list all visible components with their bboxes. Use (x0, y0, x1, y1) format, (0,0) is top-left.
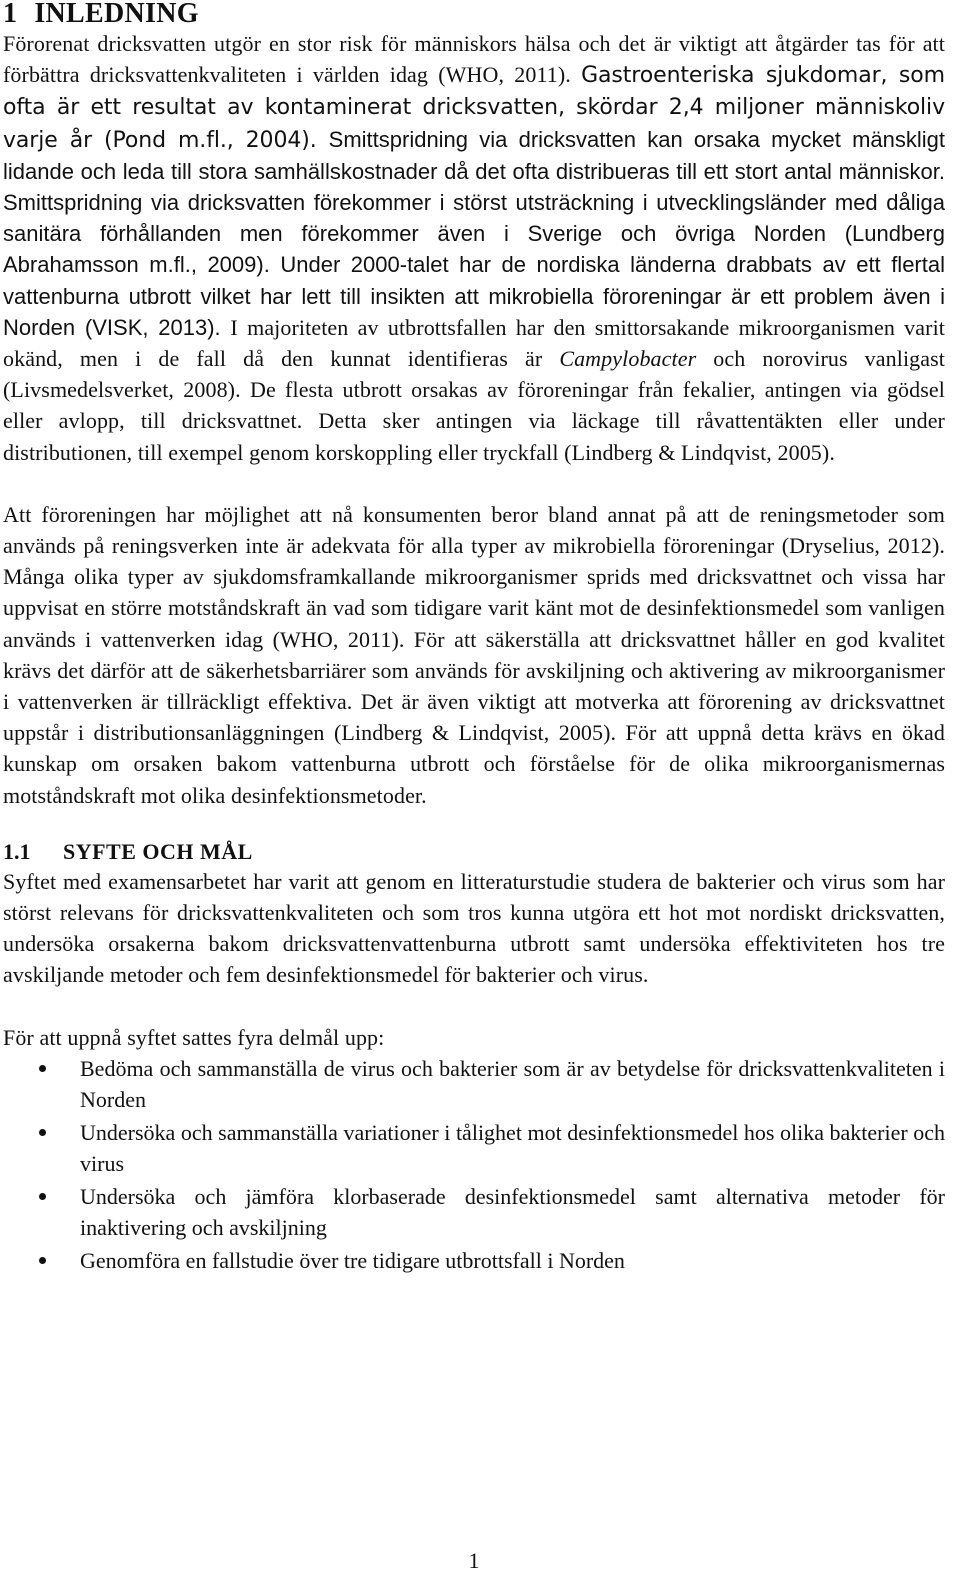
intro-segment: och norovirus vanligast (Livsmedelsverket, 2008). De flesta utbrott orsakas av föroreningar från fekalier, antingen via gödsel eller avlopp, till dricksvattnet. Detta sker antingen via läckage till råvattentäkten eller under distributionen, till exempel genom korskoppling eller tryckfall (Lindberg & Lindqvist, 2005). (3, 346, 946, 465)
page-number: 1 (468, 1548, 480, 1573)
intro-segment: I majoriteten av utbrottsfallen har den smittorsakande mikroorganismen varit okänd, men i de fall då den kunnat identifieras är (3, 314, 945, 372)
section-heading (3, 0, 945, 28)
goal-text: Undersöka och jämföra klorbaserade desinfektionsmedel samt alternativa metoder för inaktivering och avskiljning (80, 1183, 945, 1240)
document-page (3, 0, 946, 1573)
goals-list (3, 1053, 945, 1276)
goal-text: Undersöka och sammanställa variationer i tålighet mot desinfektionsmedel hos olika bakterier och virus (80, 1119, 945, 1176)
species-name: Campylobacter (559, 346, 697, 372)
bullet-icon (39, 1257, 46, 1264)
bullet-icon (39, 1193, 46, 1200)
list-item (3, 1053, 945, 1115)
goal-text: Bedöma och sammanställa de virus och bakterier som är av betydelse för dricksvattenkvaliteten i Norden (80, 1055, 945, 1113)
subsection-heading (3, 838, 945, 866)
goal-text: Genomföra en fallstudie över tre tidigare utbrottsfall i Norden (80, 1247, 625, 1273)
subsection-title: SYFTE OCH MÅL (63, 838, 253, 864)
list-item (3, 1117, 945, 1179)
intro-segment: Smittspridning via dricksvatten kan orsaka mycket mänskligt lidande och leda till stora samhällskostnader då det ofta distribueras till ett stort antal människor. Smittspridning via dricksvatten förekommer i störst utsträckning i utvecklingsländer med dåliga sanitära förhållanden men förekommer även i Sverige och övriga Norden (Lundberg Abrahamsson m.fl., 2009). Under 2000-talet har de nordiska länderna drabbats av ett flertal vattenburna utbrott vilket har lett till insikten att mikrobiella föroreningar är ett problem även i Norden (VISK, 2013). (3, 126, 945, 340)
intro-segment: Gastroenteriska sjukdomar, som ofta är ett resultat av kontaminerat dricksvatten, skördar 2,4 miljoner människoliv varje år (Pond m.fl., 2004). (3, 63, 945, 153)
list-item (3, 1245, 945, 1276)
bullet-icon (39, 1065, 46, 1072)
list-item (3, 1181, 945, 1243)
intro-paragraph (3, 28, 945, 468)
subsection-number: 1.1 (3, 838, 31, 864)
section-number: 1 (3, 0, 18, 29)
aim-paragraph: Syftet med examensarbetet har varit att genom en litteraturstudie studera de bakterier och virus som har störst relevans för dricksvattenkvaliteten och som tros kunna utgöra ett hot mot nordiskt dricksvatten, undersöka orsakerna bakom dricksvattenvattenburna utbrott samt undersöka effektiviteten hos tre avskiljande metoder och fem desinfektionsmedel för bakterier och virus. (3, 868, 945, 988)
goals-intro: För att uppnå syftet sattes fyra delmål upp: (3, 1024, 385, 1050)
section-title: INLEDNING (34, 0, 199, 29)
body-paragraph: Att föroreningen har möjlighet att nå konsumenten beror bland annat på att de reningsmetoder som används på reningsverken inte är adekvata för alla typer av mikrobiella föroreningar (Dryselius, 2012). Många olika typer av sjukdomsframkallande mikroorganismer sprids med dricksvattnet och vissa har uppvisat en större motståndskraft än vad som tidigare varit känt mot de desinfektionsmedel som vanligen används i vattenverken idag (WHO, 2011). För att säkerställa att dricksvattnet håller en god kvalitet krävs det därför att de säkerhetsbarriärer som används för avskiljning och aktivering av mikroorganismer i vattenverken är tillräckligt effektiva. Det är även viktigt att motverka att förorening av dricksvattnet uppstår i distributionsanläggningen (Lindberg & Lindqvist, 2005). För att uppnå detta krävs en ökad kunskap om orsaken bakom vattenburna utbrott och förståelse för de olika mikroorganismernas motståndskraft mot olika desinfektionsmetoder. (3, 501, 945, 808)
bullet-icon (39, 1129, 46, 1136)
intro-segment: Förorenat dricksvatten utgör en stor risk för människors hälsa och det är viktigt att åtgärder tas för att förbättra dricksvattenkvaliteten i världen idag (WHO, 2011). (3, 31, 945, 88)
